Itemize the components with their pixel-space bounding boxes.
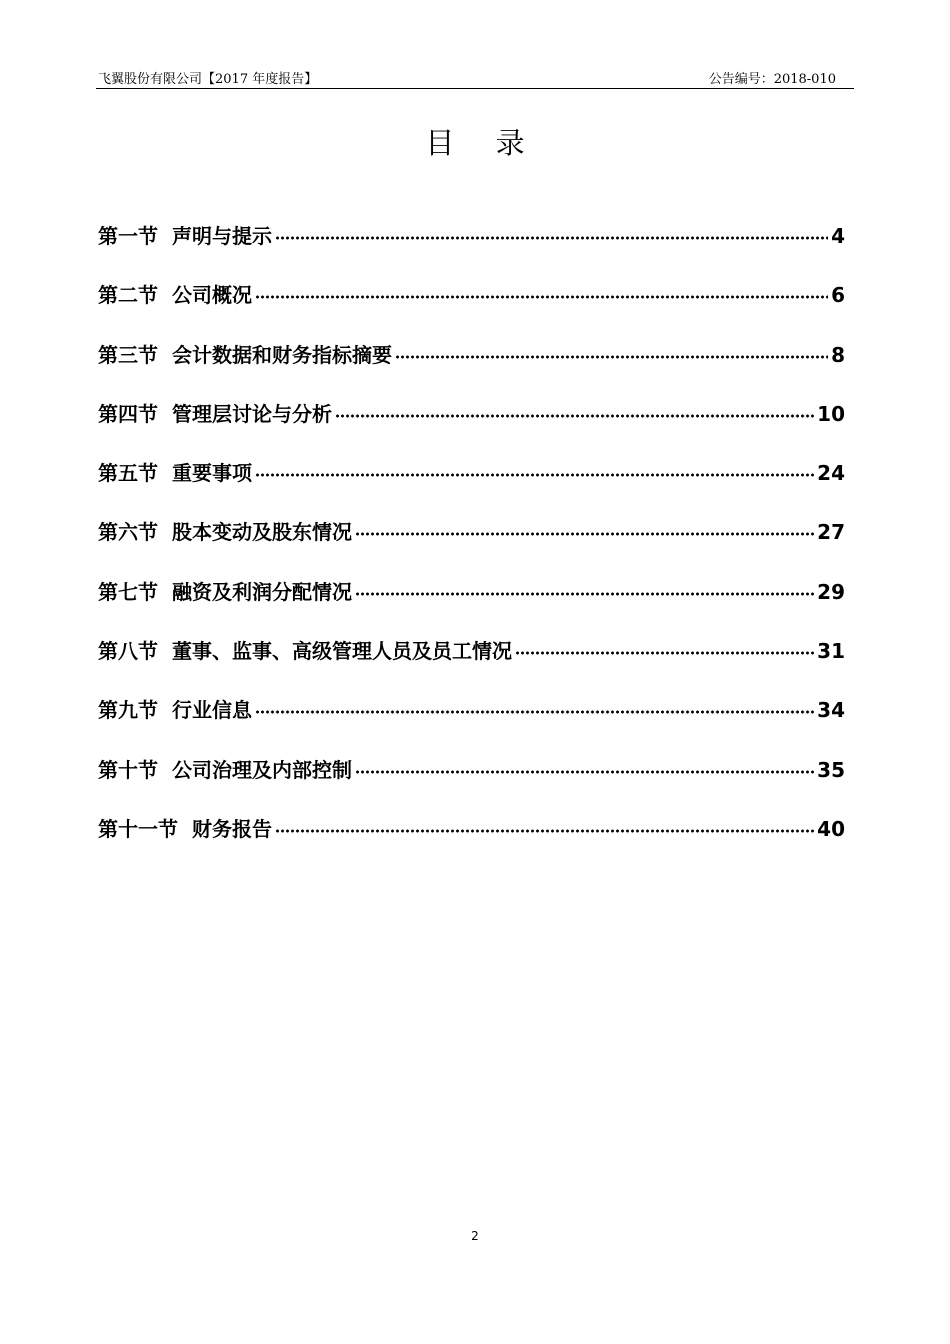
toc-section-title: 财务报告	[192, 816, 272, 841]
toc-entry[interactable]	[98, 339, 845, 398]
header-announcement-number: 公告编号：2018-010	[708, 72, 836, 87]
header-company-report: 飞翼股份有限公司【2017 年度报告】	[98, 72, 318, 87]
toc-section-number: 第九节	[98, 698, 158, 723]
toc-entry[interactable]	[98, 398, 845, 457]
toc-entry[interactable]	[98, 576, 845, 635]
toc-entry[interactable]	[98, 813, 845, 872]
toc-page-number: 35	[817, 757, 845, 782]
toc-section-number: 第二节	[98, 283, 158, 308]
toc-section-title: 行业信息	[172, 698, 252, 723]
toc-section-title: 重要事项	[172, 461, 252, 486]
toc-dot-leader	[355, 591, 814, 597]
toc-entry[interactable]	[98, 457, 845, 516]
toc-page-number: 29	[817, 579, 845, 604]
toc-section-number: 第四节	[98, 401, 158, 426]
toc-page-number: 31	[817, 639, 845, 664]
toc-page-number: 8	[831, 342, 845, 367]
toc-section-title: 公司概况	[172, 283, 252, 308]
toc-page-number: 34	[817, 698, 845, 723]
table-of-contents	[98, 220, 845, 872]
toc-section-title: 声明与提示	[172, 224, 272, 248]
toc-dot-leader	[355, 531, 814, 537]
toc-section-title: 股本变动及股东情况	[172, 520, 352, 545]
toc-entry[interactable]	[98, 516, 845, 575]
toc-section-number: 第一节	[98, 224, 158, 248]
toc-section-number: 第七节	[98, 579, 158, 604]
toc-section-number: 第八节	[98, 639, 158, 664]
toc-dot-leader	[255, 294, 828, 300]
toc-section-number: 第三节	[98, 342, 158, 367]
toc-section-title: 融资及利润分配情况	[172, 579, 352, 604]
toc-dot-leader	[255, 709, 814, 715]
toc-section-title: 公司治理及内部控制	[172, 757, 352, 782]
toc-section-title: 管理层讨论与分析	[172, 401, 332, 426]
toc-section-title: 董事、监事、高级管理人员及员工情况	[172, 639, 512, 664]
toc-section-number: 第六节	[98, 520, 158, 545]
toc-dot-leader	[355, 769, 814, 775]
page-header	[96, 66, 854, 89]
toc-page-number: 27	[817, 520, 845, 545]
toc-page-number: 10	[817, 401, 845, 426]
toc-dot-leader	[255, 472, 814, 478]
toc-entry[interactable]	[98, 754, 845, 813]
toc-dot-leader	[335, 413, 814, 419]
toc-page-number: 40	[817, 816, 845, 841]
toc-dot-leader	[275, 235, 828, 241]
toc-page-number: 6	[831, 283, 845, 308]
toc-page-number: 24	[817, 461, 845, 486]
page-number: 2	[471, 1229, 479, 1243]
toc-section-number: 第十节	[98, 757, 158, 782]
toc-entry[interactable]	[98, 635, 845, 694]
toc-entry[interactable]	[98, 279, 845, 338]
toc-entry[interactable]	[98, 694, 845, 753]
toc-section-title: 会计数据和财务指标摘要	[172, 342, 392, 367]
toc-entry[interactable]	[98, 220, 845, 279]
toc-page-number: 4	[831, 224, 845, 248]
toc-dot-leader	[395, 354, 828, 360]
page-title: 目 录	[425, 126, 541, 160]
toc-section-number: 第五节	[98, 461, 158, 486]
toc-dot-leader	[515, 650, 814, 656]
toc-dot-leader	[275, 828, 814, 834]
toc-section-number: 第十一节	[98, 816, 178, 841]
